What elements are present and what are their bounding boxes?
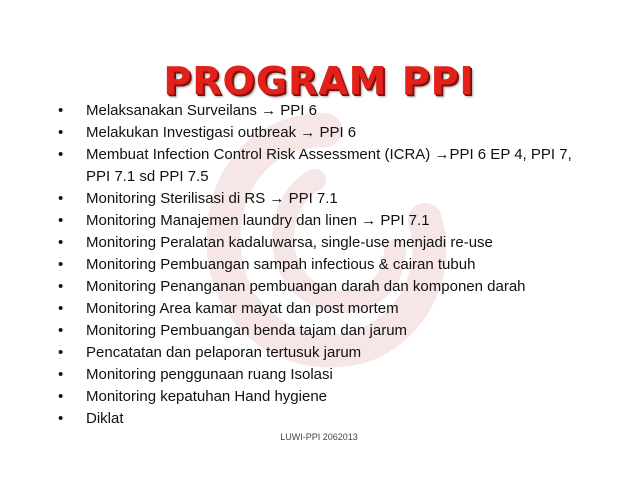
arrow-icon: → xyxy=(434,146,450,163)
list-item xyxy=(58,144,598,188)
arrow-icon: → xyxy=(269,190,285,207)
list-item xyxy=(58,364,598,386)
list-item xyxy=(58,276,598,298)
program-list xyxy=(58,100,598,430)
footer-text: LUWI-PPI 2062013 xyxy=(280,432,358,442)
item-text: Melakukan Investigasi outbreak xyxy=(86,124,301,141)
list-item xyxy=(58,298,598,320)
bullet-icon: • xyxy=(58,344,64,361)
item-text: Monitoring Sterilisasi di RS xyxy=(86,190,270,207)
bullet-icon: • xyxy=(58,124,64,141)
list-item xyxy=(58,320,598,342)
arrow-icon: → xyxy=(300,124,316,141)
bullet-icon: • xyxy=(58,234,64,251)
item-text: Melaksanakan Surveilans xyxy=(86,102,262,119)
bullet-icon: • xyxy=(58,102,64,119)
item-text: Monitoring Area kamar mayat dan post mortem xyxy=(86,300,399,317)
list-item xyxy=(58,232,598,254)
list-item xyxy=(58,122,598,144)
bullet-icon: • xyxy=(58,366,64,383)
bullet-icon: • xyxy=(58,322,64,339)
item-text: PPI 7.1 xyxy=(376,212,430,229)
bullet-icon: • xyxy=(58,278,64,295)
item-text: Pencatatan dan pelaporan tertusuk jarum xyxy=(86,344,362,361)
list-item xyxy=(58,386,598,408)
item-text: Monitoring Penanganan pembuangan darah dan komponen darah xyxy=(86,278,526,295)
bullet-icon: • xyxy=(58,410,64,427)
item-text: PPI 6 xyxy=(315,124,357,141)
page-title: PROGRAM PPI xyxy=(163,59,475,103)
item-text: Monitoring Pembuangan sampah infectious & cairan tubuh xyxy=(86,256,476,273)
bullet-icon: • xyxy=(58,300,64,317)
list-item xyxy=(58,100,598,122)
bullet-icon: • xyxy=(58,146,64,163)
item-text: Diklat xyxy=(86,410,124,427)
list-item xyxy=(58,254,598,276)
bullet-icon: • xyxy=(58,212,64,229)
item-text: Monitoring Manajemen laundry dan linen xyxy=(86,212,362,229)
arrow-icon: → xyxy=(261,102,277,119)
bullet-icon: • xyxy=(58,190,64,207)
item-text: Membuat Infection Control Risk Assessment (ICRA) xyxy=(86,146,435,163)
item-text: Monitoring Peralatan kadaluwarsa, single-use menjadi re-use xyxy=(86,234,493,251)
item-text: PPI 7.1 xyxy=(284,190,338,207)
list-item xyxy=(58,210,598,232)
bullet-icon: • xyxy=(58,388,64,405)
list-item xyxy=(58,342,598,364)
bullet-icon: • xyxy=(58,256,64,273)
item-text: Monitoring penggunaan ruang Isolasi xyxy=(86,366,333,383)
item-text: PPI 6 xyxy=(276,102,317,119)
list-item xyxy=(58,188,598,210)
item-text: Monitoring Pembuangan benda tajam dan jarum xyxy=(86,322,408,339)
arrow-icon: → xyxy=(361,212,377,229)
item-text: PPI 6 EP 4, PPI 7, PPI 7.1 sd PPI 7.5 xyxy=(86,146,572,185)
list-item xyxy=(58,408,598,430)
item-text: Monitoring kepatuhan Hand hygiene xyxy=(86,388,328,405)
